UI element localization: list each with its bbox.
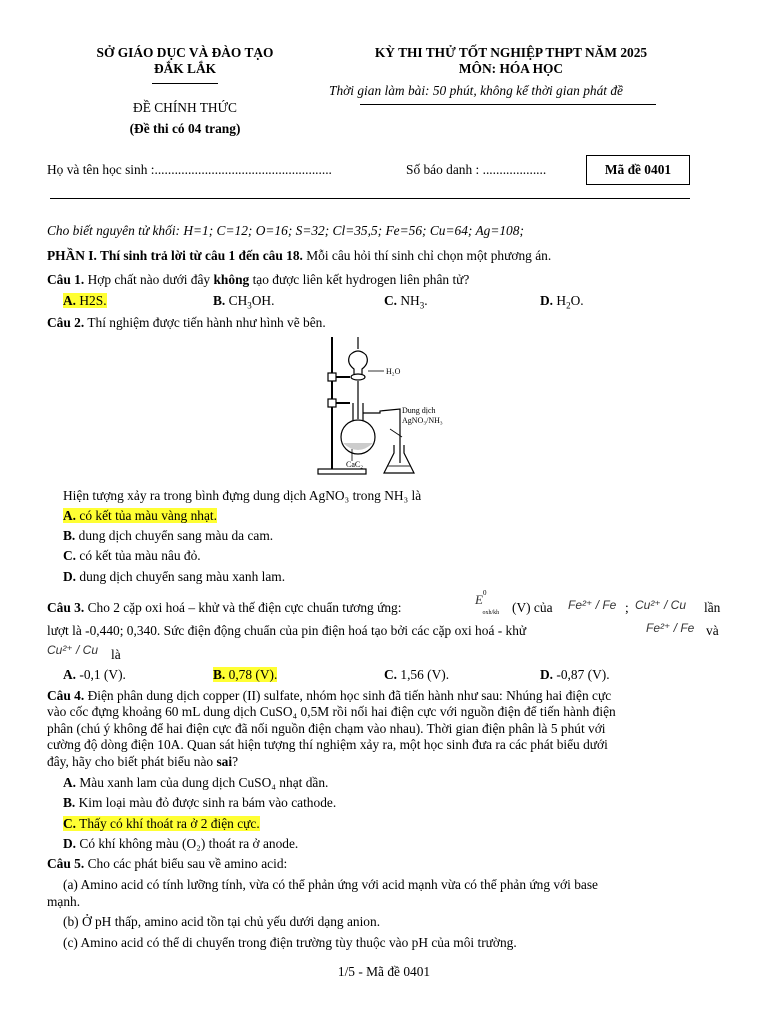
option-letter: B. <box>213 667 226 682</box>
option-subscript: 3 <box>419 300 425 311</box>
q4-option-a[interactable] <box>63 775 328 791</box>
option-letter: D. <box>540 293 554 308</box>
q5-statement-b: (b) Ở pH thấp, amino acid tồn tại chủ yếu dưới dạng anion. <box>63 914 381 929</box>
q4-emphasis: sai <box>216 753 233 769</box>
student-divider <box>50 198 690 199</box>
option-text: có kết tủa màu nâu đỏ. <box>79 548 201 563</box>
option-text: -0,1 (V). <box>79 667 126 682</box>
q4-line1-text: Điện phân dung dịch copper (II) sulfate, nhóm học sinh đã tiến hành như sau: Nhúng hai điện cực <box>84 688 612 703</box>
option-text: Màu xanh lam của dung dịch CuSO₄ nhạt dần. <box>79 775 329 790</box>
q2-option-a[interactable] <box>63 508 217 524</box>
pages-note: (Đề thi có 04 trang) <box>129 121 241 136</box>
q5-statement-a-cont: mạnh. <box>47 894 81 909</box>
q5-statement-c: (c) Amino acid có thể di chuyển trong điện trường tùy thuộc vào pH của môi trường. <box>63 935 517 950</box>
atomic-masses: Cho biết nguyên tử khối: H=1; C=12; O=16; S=32; Cl=35,5; Fe=56; Cu=64; Ag=108; <box>47 223 524 238</box>
option-text: Thấy có khí thoát ra ở 2 điện cực. <box>79 816 260 831</box>
q3-option-c[interactable] <box>384 667 449 683</box>
q3-pair-fe: Fe²⁺ / Fe <box>568 598 617 612</box>
part1-title: PHẦN I. Thí sinh trả lời từ câu 1 đến câu 18. <box>47 248 303 263</box>
q2-option-d[interactable] <box>63 569 285 585</box>
option-text-tail: OH. <box>251 293 275 308</box>
option-letter: D. <box>63 569 77 584</box>
figure-label-cac2: CaC₂ <box>346 460 364 469</box>
option-letter: C. <box>63 816 77 831</box>
figure-label-h2o: H₂O <box>386 367 401 376</box>
q2-option-b[interactable] <box>63 528 273 544</box>
option-letter: C. <box>384 293 398 308</box>
option-text: 0,78 (V). <box>228 667 278 682</box>
question-1-label: Câu 1. <box>47 272 85 287</box>
student-name-label: Họ và tên học sinh :..................................................... <box>47 162 332 177</box>
exam-title-line1: KỲ THI THỬ TỐT NGHIỆP THPT NĂM 2025 <box>374 45 648 60</box>
q4-line5 <box>47 754 721 770</box>
option-subscript: 3 <box>247 300 252 311</box>
q5-statement-a: (a) Amino acid có tính lưỡng tính, vừa có thể phản ứng với acid mạnh vừa có thể phản ứng với base <box>63 877 599 892</box>
question-3-text: Cho 2 cặp oxi hoá – khử và thế điện cực chuẩn tương ứng: <box>84 600 402 615</box>
official-label: ĐỀ CHÍNH THỨC <box>133 100 237 115</box>
figure-label-solution-formula: AgNO₃/NH₃ <box>402 416 443 425</box>
apparatus-figure <box>310 333 470 483</box>
department-name <box>60 45 310 77</box>
q3-option-b[interactable] <box>213 667 277 683</box>
header-underline-left <box>152 83 218 84</box>
student-id-label: Số báo danh : ................... <box>406 162 547 177</box>
question-5-text: Cho các phát biểu sau về amino acid: <box>84 856 288 871</box>
option-letter: B. <box>213 293 226 308</box>
option-letter: C. <box>384 667 398 682</box>
option-text: CH <box>228 293 248 308</box>
standard-potential-symbol <box>475 588 503 616</box>
question-1 <box>47 272 469 288</box>
figure-label-solution: Dung dịch <box>402 406 436 415</box>
q4-line2: vào cốc đựng khoảng 60 mL dung dịch CuSO₄ 0,5M rồi nối hai điện cực với nguồn điện để tiến hành điện <box>47 704 616 720</box>
question-4 <box>47 688 721 770</box>
option-letter: A. <box>63 293 77 308</box>
option-letter: A. <box>63 508 77 523</box>
question-3-label: Câu 3. <box>47 600 85 615</box>
option-letter: B. <box>63 795 76 810</box>
option-text: H <box>556 293 567 308</box>
q3-pair-fe-2: Fe²⁺ / Fe <box>646 621 695 635</box>
exam-code-box: Mã đề 0401 <box>586 155 690 185</box>
question-5 <box>47 856 287 872</box>
q1-option-a[interactable] <box>63 293 107 309</box>
q2-phenomenon: Hiện tượng xảy ra trong bình đựng dung dịch AgNO₃ trong NH₃ là <box>63 488 422 503</box>
question-2 <box>47 315 326 331</box>
q4-line5-text: đây, hãy cho biết phát biểu nào <box>47 753 217 769</box>
q3-unit-of: (V) của <box>512 600 553 615</box>
option-text: Kim loại màu đỏ được sinh ra bám vào cathode. <box>78 795 337 810</box>
question-3-line1 <box>47 600 401 616</box>
option-text: Có khí không màu (O₂) thoát ra ở anode. <box>79 836 299 851</box>
question-5-label: Câu 5. <box>47 856 85 871</box>
option-letter: A. <box>63 667 77 682</box>
q1-option-d[interactable] <box>540 293 584 309</box>
q4-line1 <box>47 688 721 704</box>
option-subscript: 2 <box>566 300 571 311</box>
q4-option-b[interactable] <box>63 795 336 811</box>
q3-pair-cu-2: Cu²⁺ / Cu <box>47 643 99 657</box>
time-note: Thời gian làm bài: 50 phút, không kể thời gian phát đề <box>329 83 623 98</box>
q3-va: và <box>706 623 719 638</box>
q3-separator: ; <box>625 600 629 615</box>
department-line2: ĐẮK LẮK <box>153 61 217 76</box>
q4-line4: cường độ dòng điện 10A. Quan sát hiện tượng thí nghiệm xảy ra, một học sinh đưa ra các phát biểu dưới <box>47 737 608 753</box>
e-symbol: E <box>475 592 483 607</box>
q2-option-c[interactable] <box>63 548 201 564</box>
question-2-text: Thí nghiệm được tiến hành như hình vẽ bên. <box>84 315 326 330</box>
q3-pair-cu: Cu²⁺ / Cu <box>635 598 687 612</box>
option-text-tail: O. <box>570 293 584 308</box>
e-subscript: oxh/kh <box>482 609 500 616</box>
q1-option-b[interactable] <box>213 293 274 309</box>
exam-subject: MÔN: HÓA HỌC <box>458 61 564 76</box>
option-letter: A. <box>63 775 77 790</box>
q4-option-d[interactable] <box>63 836 298 852</box>
option-text: có kết tủa màu vàng nhạt. <box>79 508 217 523</box>
q3-option-a[interactable] <box>63 667 126 683</box>
header-underline-right <box>360 104 656 105</box>
q4-line3: phân (chú ý không để hai điện cực đã nối nguồn điện chạm vào nhau). Thời gian điện phân là 5 phút với <box>47 720 606 736</box>
q4-line5-end: ? <box>232 753 239 769</box>
question-1-text: Hợp chất nào dưới đây <box>84 272 214 287</box>
e-superscript: 0 <box>482 588 487 597</box>
page-footer: 1/5 - Mã đề 0401 <box>337 964 431 979</box>
question-3-line2: lượt là -0,440; 0,340. Sức điện động chuẩn của pin điện hoá tạo bởi các cặp oxi hoá - khử <box>47 623 527 638</box>
q1-option-c[interactable] <box>384 293 428 309</box>
department-line1: SỞ GIÁO DỤC VÀ ĐÀO TẠO <box>96 45 274 60</box>
exam-title <box>328 45 694 77</box>
option-letter: D. <box>540 667 554 682</box>
option-text: H2S. <box>79 293 107 308</box>
q4-option-c[interactable] <box>63 816 260 832</box>
option-text: dung dịch chuyển sang màu xanh lam. <box>79 569 286 584</box>
question-1-emphasis: không <box>213 272 250 287</box>
question-2-label: Câu 2. <box>47 315 85 330</box>
option-letter: C. <box>63 548 77 563</box>
option-text-tail: . <box>424 293 428 308</box>
question-4-label: Câu 4. <box>47 688 85 703</box>
question-1-text-end: tạo được liên kết hydrogen liên phân tử? <box>249 272 470 287</box>
option-letter: B. <box>63 528 76 543</box>
option-text: dung dịch chuyển sang màu da cam. <box>78 528 274 543</box>
option-letter: D. <box>63 836 77 851</box>
option-text: -0,87 (V). <box>556 667 610 682</box>
part1-instruction: Mỗi câu hỏi thí sinh chỉ chọn một phương án. <box>302 248 552 263</box>
option-text: NH <box>400 293 420 308</box>
part1-heading <box>47 248 551 264</box>
q3-la: là <box>111 647 121 662</box>
q3-option-d[interactable] <box>540 667 610 683</box>
q3-lan: lần <box>704 600 721 615</box>
option-text: 1,56 (V). <box>400 667 450 682</box>
